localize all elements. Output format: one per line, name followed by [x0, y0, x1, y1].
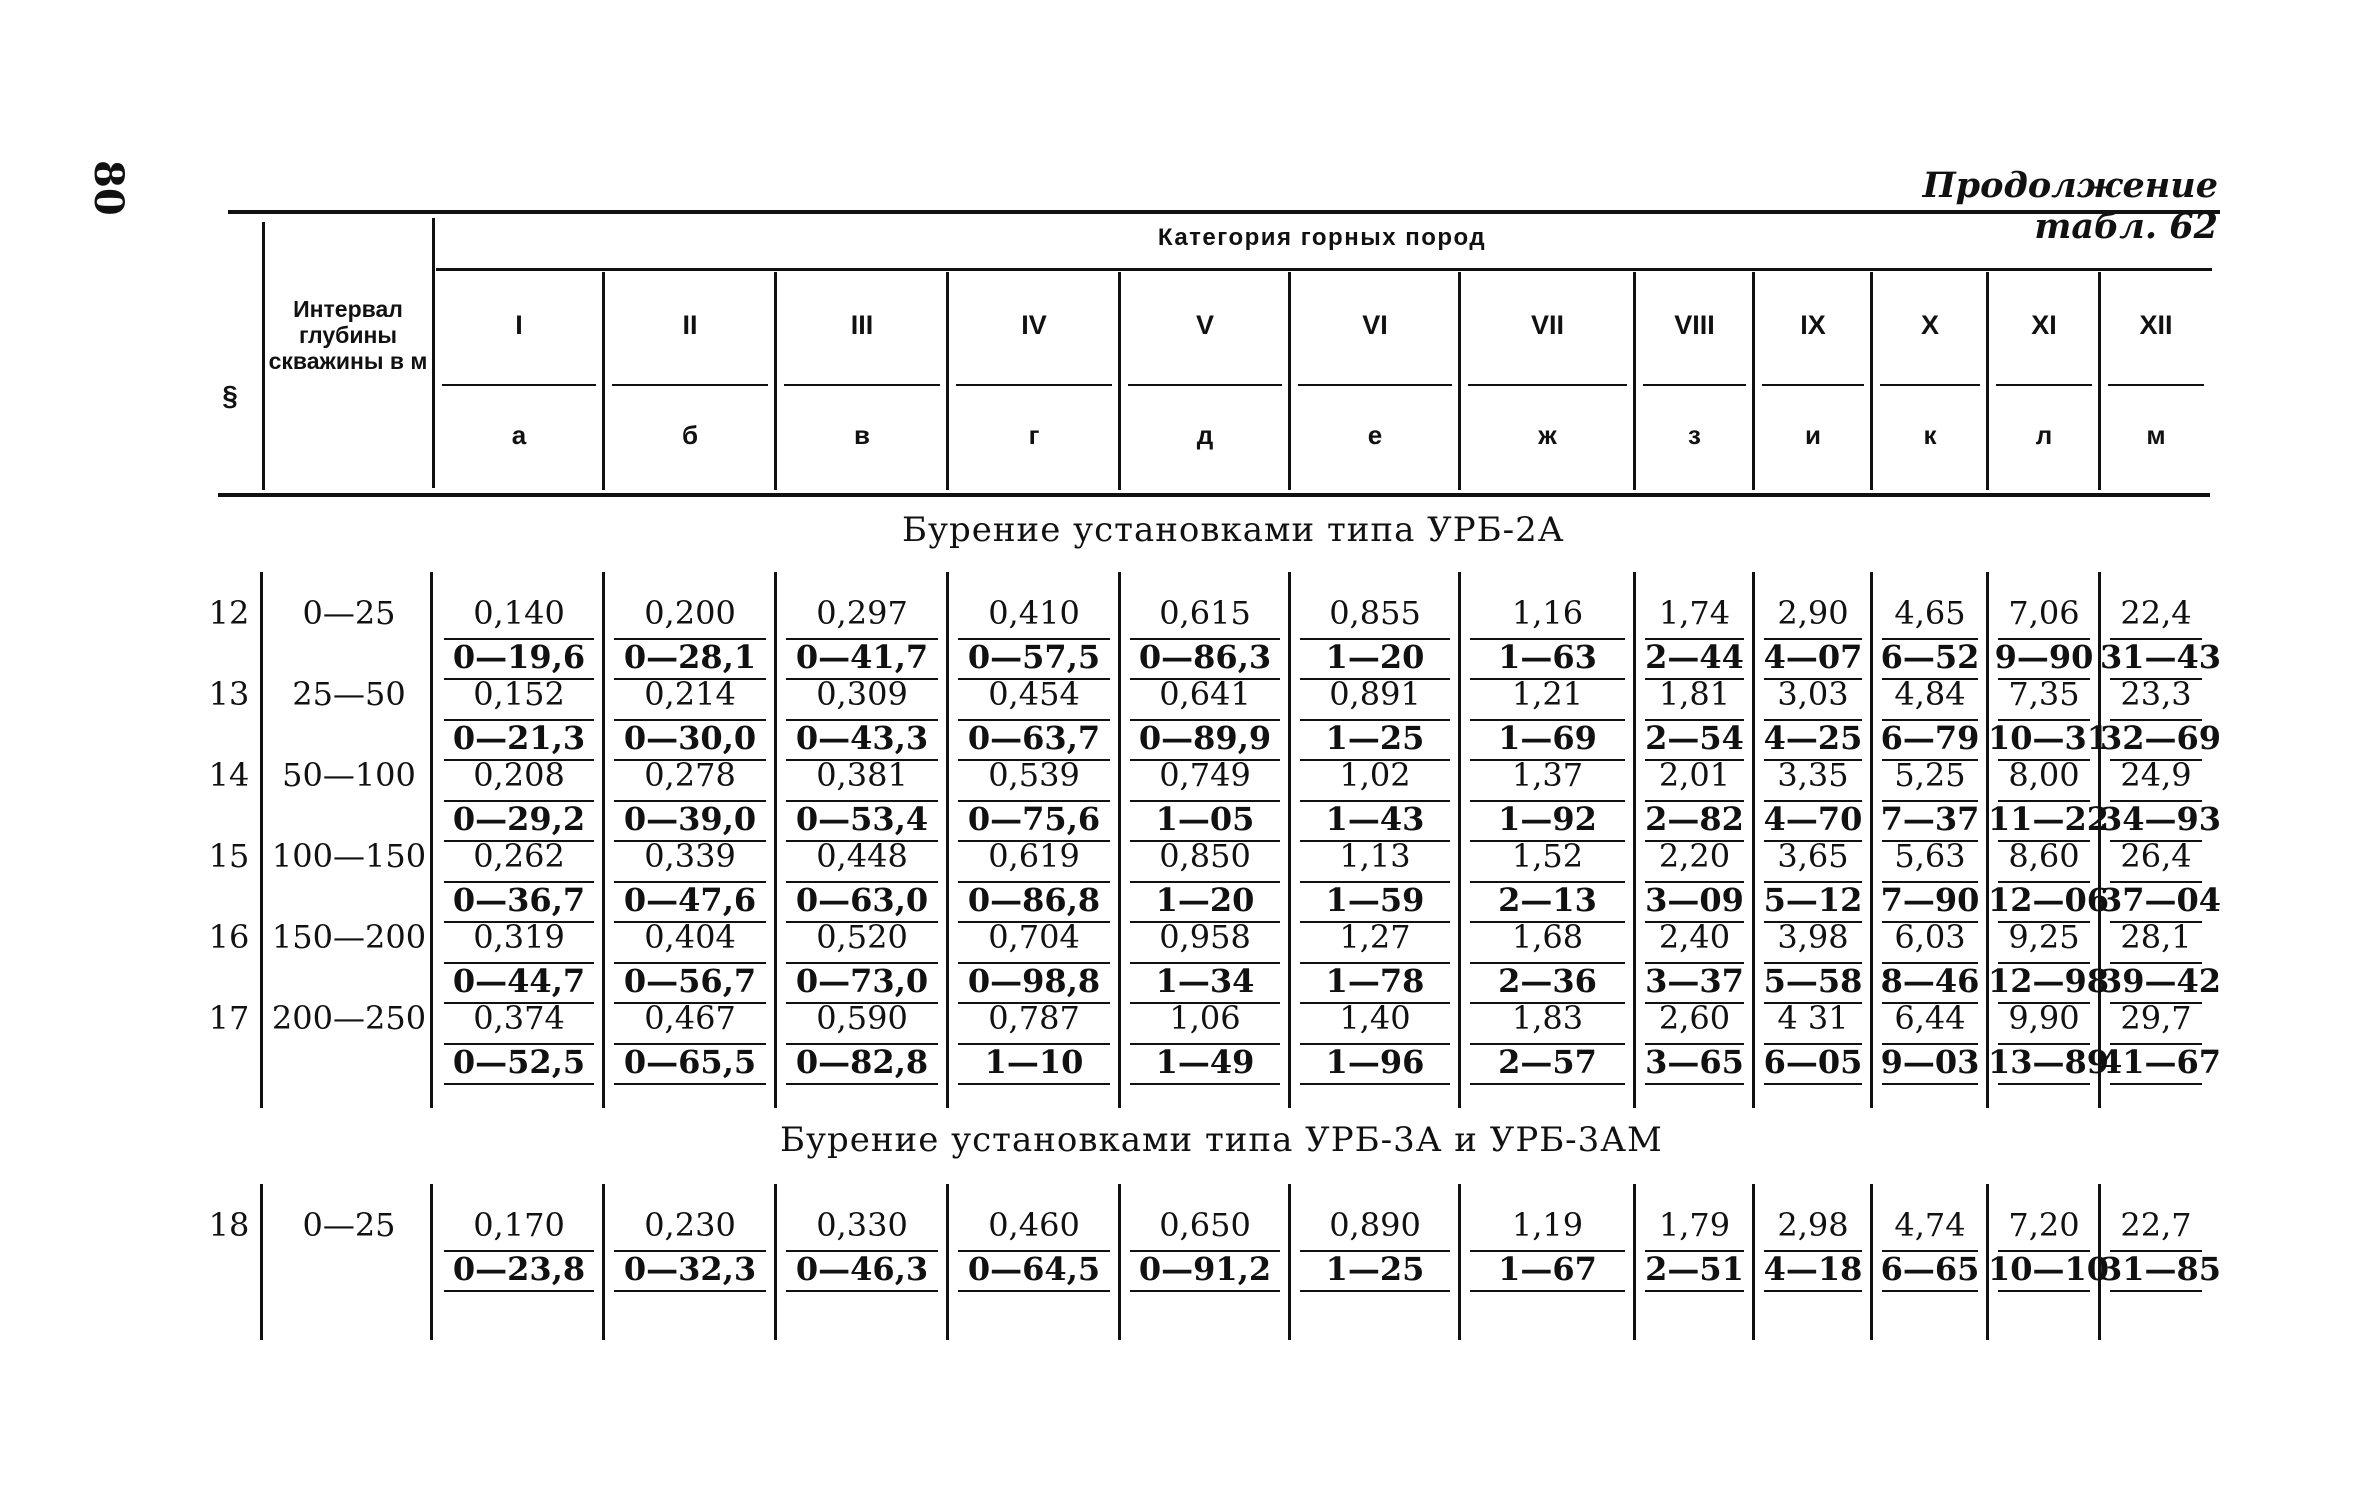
cost-value: 0—57,5: [967, 638, 1101, 676]
cost-value: 1—20: [1155, 881, 1255, 919]
cost-value: 6—05: [1763, 1043, 1863, 1081]
time-norm: 0,749: [1159, 756, 1251, 794]
time-norm: 8,60: [2008, 837, 2080, 875]
time-norm: 29,7: [2120, 999, 2192, 1037]
time-norm: 8,00: [2008, 756, 2080, 794]
time-norm: 2,01: [1658, 756, 1731, 794]
depth-interval: 100—150: [271, 837, 427, 875]
section-title: Бурение установками типа УРБ-3А и УРБ-3АМ: [780, 1120, 1663, 1160]
time-norm: 4,84: [1894, 675, 1966, 713]
time-norm: 22,4: [2120, 594, 2192, 632]
category-column-divider: [1458, 272, 1461, 490]
time-norm: 0,787: [988, 999, 1080, 1037]
time-norm: 0,214: [644, 675, 736, 713]
category-column-divider: [1986, 272, 1989, 490]
cost-underline: [1130, 1083, 1280, 1085]
cost-value: 5—58: [1763, 962, 1863, 1000]
time-norm: 0,330: [816, 1206, 908, 1244]
depth-interval: 0—25: [302, 1206, 396, 1244]
time-norm: 0,539: [988, 756, 1080, 794]
time-norm: 0,170: [473, 1206, 565, 1244]
depth-interval: 200—250: [271, 999, 427, 1037]
cost-value: 1—92: [1498, 800, 1597, 838]
cost-value: 12—98: [1988, 962, 2110, 1000]
time-norm: 1,74: [1658, 594, 1731, 632]
row-number: 16: [208, 918, 250, 956]
cost-value: 7—37: [1880, 800, 1980, 838]
time-norm: 1,68: [1511, 918, 1584, 956]
depth-interval: 150—200: [271, 918, 427, 956]
cost-value: 1—25: [1325, 1250, 1425, 1288]
time-norm: 7,35: [2008, 675, 2080, 713]
cost-value: 10—31: [1988, 719, 2110, 757]
cost-value: 0—47,6: [623, 881, 757, 919]
cost-value: 7—90: [1880, 881, 1980, 919]
cost-value: 0—32,3: [623, 1250, 757, 1288]
time-norm: 0,467: [644, 999, 736, 1037]
cost-value: 0—73,0: [795, 962, 929, 1000]
cost-value: 0—91,2: [1138, 1250, 1272, 1288]
cost-underline: [614, 1290, 766, 1292]
cost-underline: [1470, 1083, 1625, 1085]
time-norm: 2,60: [1658, 999, 1731, 1037]
header-divider: [262, 222, 265, 490]
time-norm: 9,90: [2008, 999, 2080, 1037]
cost-underline: [786, 1083, 938, 1085]
category-title: Категория горных пород: [1157, 224, 1487, 251]
time-norm: 0,230: [644, 1206, 736, 1244]
cost-value: 12—06: [1988, 881, 2110, 919]
cost-value: 1—10: [984, 1043, 1084, 1081]
cost-value: 34—93: [2100, 800, 2222, 838]
cost-value: 2—36: [1498, 962, 1597, 1000]
cost-value: 0—30,0: [623, 719, 757, 757]
cost-value: 39—42: [2100, 962, 2222, 1000]
cost-value: 0—63,0: [795, 881, 929, 919]
section-title: Бурение установками типа УРБ-2А: [902, 510, 1565, 550]
category-column-divider: [1870, 272, 1873, 490]
cost-value: 1—69: [1498, 719, 1597, 757]
time-norm: 0,374: [473, 999, 565, 1037]
cost-value: 0—44,7: [452, 962, 586, 1000]
cost-value: 0—64,5: [967, 1250, 1101, 1288]
cost-value: 0—43,3: [795, 719, 929, 757]
cost-value: 6—79: [1880, 719, 1980, 757]
cost-underline: [1998, 1083, 2090, 1085]
time-norm: 0,448: [816, 837, 908, 875]
time-norm: 1,79: [1658, 1206, 1731, 1244]
time-norm: 7,20: [2008, 1206, 2080, 1244]
time-norm: 0,454: [988, 675, 1080, 713]
time-norm: 1,83: [1511, 999, 1584, 1037]
time-norm: 1,40: [1339, 999, 1411, 1037]
cost-underline: [1300, 1083, 1450, 1085]
time-norm: 24,9: [2120, 756, 2192, 794]
cost-value: 8—46: [1880, 962, 1980, 1000]
time-norm: 0,278: [644, 756, 736, 794]
time-norm: 0,319: [473, 918, 565, 956]
category-roman: VII: [1530, 310, 1564, 340]
category-roman-rule: [1128, 384, 1282, 386]
time-norm: 1,13: [1339, 837, 1411, 875]
cost-value: 0—39,0: [623, 800, 757, 838]
row-number: 17: [208, 999, 250, 1037]
cost-value: 6—52: [1880, 638, 1980, 676]
time-norm: 3,35: [1777, 756, 1849, 794]
time-norm: 1,52: [1511, 837, 1584, 875]
category-letter: а: [511, 420, 527, 450]
cost-underline: [614, 1083, 766, 1085]
time-norm: 0,891: [1329, 675, 1421, 713]
cost-underline: [444, 1290, 594, 1292]
time-norm: 1,19: [1511, 1206, 1584, 1244]
cost-value: 0—89,9: [1138, 719, 1272, 757]
time-norm: 3,98: [1777, 918, 1849, 956]
time-norm: 0,619: [988, 837, 1080, 875]
category-letter: з: [1688, 420, 1701, 450]
time-norm: 1,06: [1169, 999, 1241, 1037]
cost-value: 0—75,6: [967, 800, 1101, 838]
body-column-divider: [260, 572, 263, 1108]
category-roman-rule: [442, 384, 596, 386]
category-roman: I: [515, 310, 523, 340]
time-norm: 0,381: [816, 756, 908, 794]
cost-value: 0—65,5: [623, 1043, 757, 1081]
time-norm: 5,25: [1894, 756, 1966, 794]
cost-value: 2—13: [1498, 881, 1597, 919]
cost-value: 9—03: [1880, 1043, 1980, 1081]
category-roman: IX: [1800, 310, 1826, 340]
cost-underline: [1645, 1083, 1744, 1085]
time-norm: 26,4: [2120, 837, 2192, 875]
time-norm: 0,615: [1159, 594, 1251, 632]
time-norm: 0,152: [473, 675, 565, 713]
cost-underline: [958, 1290, 1110, 1292]
cost-value: 1—05: [1155, 800, 1255, 838]
cost-value: 2—44: [1645, 638, 1744, 676]
time-norm: 1,27: [1339, 918, 1411, 956]
time-norm: 4 31: [1777, 999, 1849, 1037]
row-number: 18: [208, 1206, 250, 1244]
cost-value: 0—46,3: [795, 1250, 929, 1288]
cost-value: 2—57: [1498, 1043, 1597, 1081]
time-norm: 22,7: [2120, 1206, 2192, 1244]
cost-value: 0—53,4: [795, 800, 929, 838]
cost-value: 2—51: [1645, 1250, 1744, 1288]
category-column-divider: [774, 272, 777, 490]
category-roman-rule: [1880, 384, 1980, 386]
cost-value: 1—67: [1498, 1250, 1597, 1288]
cost-value: 1—34: [1155, 962, 1255, 1000]
cost-underline: [1130, 1290, 1280, 1292]
cost-value: 4—18: [1763, 1250, 1863, 1288]
time-norm: 0,590: [816, 999, 908, 1037]
time-norm: 0,460: [988, 1206, 1080, 1244]
time-norm: 2,98: [1777, 1206, 1849, 1244]
cost-value: 4—70: [1763, 800, 1863, 838]
cost-value: 31—85: [2100, 1250, 2222, 1288]
time-norm: 4,65: [1894, 594, 1966, 632]
row-number: 14: [208, 756, 250, 794]
category-roman-rule: [612, 384, 768, 386]
time-norm: 1,37: [1511, 756, 1584, 794]
cost-value: 1—25: [1325, 719, 1425, 757]
cost-value: 37—04: [2100, 881, 2222, 919]
cost-value: 0—52,5: [452, 1043, 586, 1081]
cost-value: 1—43: [1325, 800, 1425, 838]
cost-value: 1—59: [1325, 881, 1425, 919]
cost-underline: [1998, 1290, 2090, 1292]
cost-underline: [1300, 1290, 1450, 1292]
cost-value: 10—10: [1988, 1250, 2110, 1288]
row-number: 12: [208, 594, 250, 632]
cost-underline: [2110, 1290, 2202, 1292]
section-symbol: §: [222, 380, 238, 411]
cost-value: 4—25: [1763, 719, 1863, 757]
row-number: 13: [208, 675, 250, 713]
cost-underline: [1764, 1290, 1862, 1292]
cost-value: 6—65: [1880, 1250, 1980, 1288]
category-roman: V: [1195, 310, 1214, 340]
time-norm: 2,40: [1658, 918, 1731, 956]
time-norm: 0,404: [644, 918, 736, 956]
time-norm: 0,520: [816, 918, 908, 956]
time-norm: 0,850: [1159, 837, 1251, 875]
category-roman-rule: [956, 384, 1112, 386]
time-norm: 0,297: [816, 594, 908, 632]
category-letter: б: [681, 420, 699, 450]
cost-underline: [1882, 1083, 1978, 1085]
category-column-divider: [2098, 272, 2101, 490]
time-norm: 5,63: [1894, 837, 1966, 875]
time-norm: 7,06: [2008, 594, 2080, 632]
cost-value: 1—49: [1155, 1043, 1255, 1081]
cost-value: 1—20: [1325, 638, 1425, 676]
time-norm: 0,262: [473, 837, 565, 875]
cost-value: 2—54: [1645, 719, 1744, 757]
cost-underline: [1645, 1290, 1744, 1292]
depth-interval: 50—100: [282, 756, 416, 794]
cost-underline: [1470, 1290, 1625, 1292]
time-norm: 0,855: [1329, 594, 1421, 632]
cost-value: 3—37: [1645, 962, 1744, 1000]
cost-value: 0—86,3: [1138, 638, 1272, 676]
cost-underline: [444, 1083, 594, 1085]
time-norm: 2,20: [1658, 837, 1731, 875]
category-letter: и: [1805, 420, 1821, 450]
cost-value: 2—82: [1645, 800, 1744, 838]
cost-value: 0—21,3: [452, 719, 586, 757]
category-column-divider: [1752, 272, 1755, 490]
category-column-divider: [1118, 272, 1121, 490]
cost-underline: [1764, 1083, 1862, 1085]
cost-value: 4—07: [1763, 638, 1863, 676]
category-letter: в: [854, 420, 870, 450]
category-letter: к: [1923, 420, 1937, 450]
cost-value: 0—23,8: [452, 1250, 586, 1288]
cost-underline: [2110, 1083, 2202, 1085]
time-norm: 0,208: [473, 756, 565, 794]
category-roman: IV: [1021, 310, 1047, 340]
category-roman: VI: [1362, 310, 1388, 340]
cost-value: 3—09: [1645, 881, 1744, 919]
cost-underline: [958, 1083, 1110, 1085]
time-norm: 0,309: [816, 675, 908, 713]
table-top-rule: [228, 210, 2220, 214]
time-norm: 9,25: [2008, 918, 2080, 956]
time-norm: 0,140: [473, 594, 565, 632]
cost-value: 1—63: [1498, 638, 1597, 676]
cost-value: 0—98,8: [967, 962, 1101, 1000]
cost-value: 41—67: [2100, 1043, 2222, 1081]
cost-value: 32—69: [2100, 719, 2222, 757]
time-norm: 0,200: [644, 594, 736, 632]
category-letter: м: [2146, 420, 2166, 450]
category-column-divider: [1633, 272, 1636, 490]
time-norm: 0,641: [1159, 675, 1251, 713]
cost-value: 0—63,7: [967, 719, 1101, 757]
cost-value: 5—12: [1763, 881, 1863, 919]
cost-value: 0—29,2: [452, 800, 586, 838]
category-letter: д: [1196, 420, 1214, 450]
header-bottom-rule: [218, 493, 2210, 497]
category-roman: XI: [2031, 310, 2057, 340]
category-roman: VIII: [1674, 310, 1715, 340]
cost-value: 1—96: [1325, 1043, 1425, 1081]
time-norm: 0,339: [644, 837, 736, 875]
cost-value: 9—90: [1994, 638, 2094, 676]
category-roman-rule: [2108, 384, 2204, 386]
category-title-rule: [436, 268, 2212, 271]
cost-value: 0—86,8: [967, 881, 1101, 919]
body-column-divider: [260, 1184, 263, 1340]
page-number: 80: [85, 160, 132, 216]
time-norm: 4,74: [1894, 1206, 1966, 1244]
category-roman-rule: [1298, 384, 1452, 386]
category-letter: г: [1028, 420, 1040, 450]
time-norm: 6,03: [1894, 918, 1966, 956]
category-roman: XII: [2139, 310, 2173, 340]
category-letter: л: [2035, 420, 2053, 450]
time-norm: 23,3: [2120, 675, 2192, 713]
cost-value: 0—82,8: [795, 1043, 929, 1081]
time-norm: 0,410: [988, 594, 1080, 632]
time-norm: 0,650: [1159, 1206, 1251, 1244]
category-roman-rule: [1996, 384, 2092, 386]
cost-value: 1—78: [1325, 962, 1425, 1000]
time-norm: 0,704: [988, 918, 1080, 956]
row-number: 15: [208, 837, 250, 875]
depth-interval: 25—50: [292, 675, 406, 713]
cost-value: 31—43: [2100, 638, 2222, 676]
category-letter: е: [1367, 420, 1383, 450]
category-roman-rule: [1762, 384, 1864, 386]
table-continuation-label: Продолжение табл. 62: [1922, 165, 2218, 247]
category-letter: ж: [1538, 420, 1557, 450]
cost-value: 0—41,7: [795, 638, 929, 676]
time-norm: 1,02: [1339, 756, 1411, 794]
cost-value: 3—65: [1645, 1043, 1744, 1081]
cost-underline: [786, 1290, 938, 1292]
cost-value: 0—19,6: [452, 638, 586, 676]
cost-underline: [1882, 1290, 1978, 1292]
category-roman-rule: [1643, 384, 1746, 386]
cost-value: 0—56,7: [623, 962, 757, 1000]
depth-interval: 0—25: [302, 594, 396, 632]
time-norm: 0,958: [1159, 918, 1251, 956]
time-norm: 1,21: [1511, 675, 1584, 713]
time-norm: 2,90: [1777, 594, 1849, 632]
category-roman: X: [1920, 310, 1939, 340]
time-norm: 3,03: [1777, 675, 1849, 713]
interval-header: Интервал глубины скважины в м: [268, 296, 428, 374]
category-column-divider: [1288, 272, 1291, 490]
time-norm: 1,16: [1511, 594, 1584, 632]
category-column-divider: [602, 272, 605, 490]
time-norm: 28,1: [2120, 918, 2192, 956]
category-column-divider: [946, 272, 949, 490]
category-roman: III: [850, 310, 874, 340]
category-roman-rule: [784, 384, 940, 386]
cost-value: 0—28,1: [623, 638, 757, 676]
category-roman-rule: [1468, 384, 1627, 386]
time-norm: 3,65: [1777, 837, 1849, 875]
cost-value: 0—36,7: [452, 881, 586, 919]
category-roman: II: [682, 310, 698, 340]
time-norm: 0,890: [1329, 1206, 1421, 1244]
time-norm: 6,44: [1894, 999, 1966, 1037]
time-norm: 1,81: [1658, 675, 1731, 713]
cost-value: 11—22: [1988, 800, 2110, 838]
cost-value: 13—89: [1988, 1043, 2110, 1081]
